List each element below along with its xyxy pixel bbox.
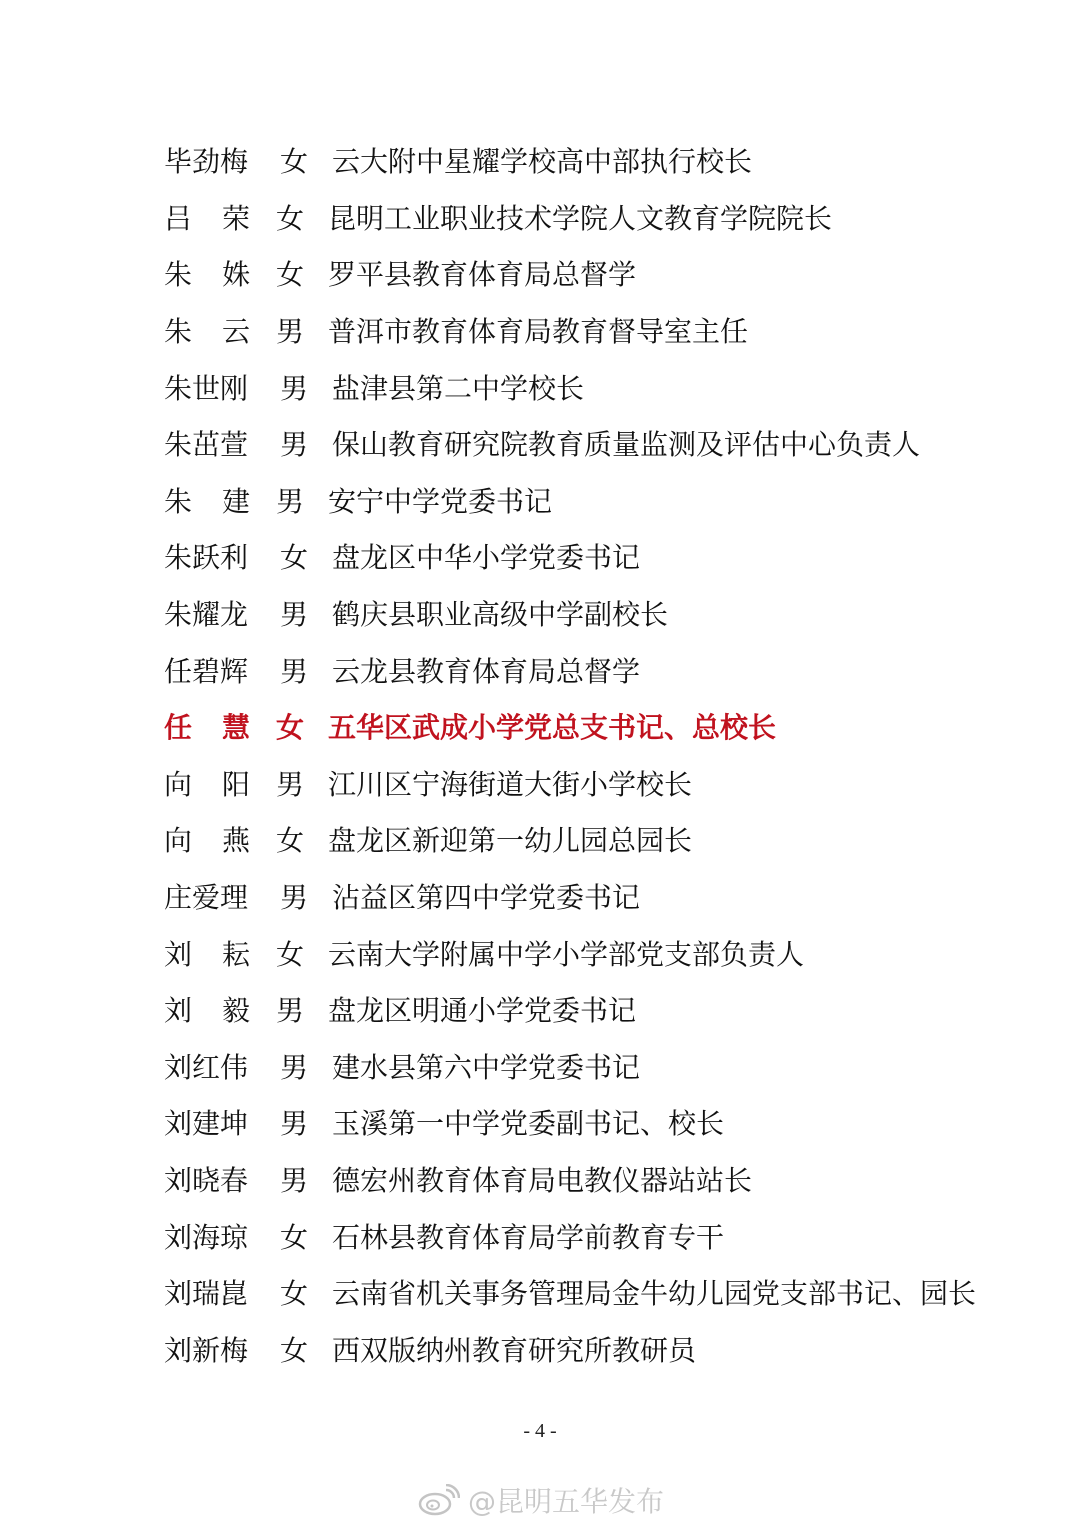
person-title: 西双版纳州教育研究所教研员	[332, 1333, 697, 1367]
list-item	[164, 247, 1024, 304]
person-name: 向 燕	[164, 824, 250, 858]
list-item	[164, 870, 1024, 927]
list-item	[164, 813, 1024, 870]
watermark	[418, 1480, 664, 1520]
person-name: 庄爱理	[164, 881, 249, 915]
person-title: 安宁中学党委书记	[328, 484, 553, 518]
list-item	[164, 417, 1024, 474]
person-name: 刘 毅	[164, 994, 250, 1028]
person-gender: 男	[280, 428, 309, 462]
person-name: 吕 荣	[164, 201, 250, 235]
person-gender: 男	[280, 1163, 309, 1197]
person-gender: 男	[276, 484, 305, 518]
list-item	[164, 1209, 1024, 1266]
list-item	[164, 643, 1024, 700]
person-gender: 女	[276, 937, 305, 971]
person-name: 朱 云	[164, 315, 250, 349]
person-name: 任碧辉	[164, 654, 249, 688]
person-name: 朱茁萱	[164, 428, 249, 462]
person-gender: 男	[280, 598, 309, 632]
person-gender: 男	[280, 881, 309, 915]
person-name: 朱耀龙	[164, 598, 249, 632]
list-item	[164, 191, 1024, 248]
person-gender: 男	[280, 1107, 309, 1141]
list-item	[164, 926, 1024, 983]
person-gender: 女	[280, 541, 309, 575]
list-item	[164, 1153, 1024, 1210]
person-title: 云大附中星耀学校高中部执行校长	[332, 145, 753, 179]
person-name: 刘 耘	[164, 937, 250, 971]
person-name: 刘红伟	[164, 1050, 249, 1084]
list-item	[164, 304, 1024, 361]
person-name: 向 阳	[164, 767, 250, 801]
person-gender: 女	[280, 1220, 309, 1254]
list-item	[164, 1040, 1024, 1097]
person-gender: 女	[280, 1277, 309, 1311]
person-name: 刘新梅	[164, 1333, 249, 1367]
person-gender: 男	[276, 994, 305, 1028]
person-title: 普洱市教育体育局教育督导室主任	[328, 315, 749, 349]
person-gender: 男	[280, 1050, 309, 1084]
person-gender: 女	[280, 1333, 309, 1367]
list-item	[164, 757, 1024, 814]
list-item	[164, 360, 1024, 417]
person-title: 建水县第六中学党委书记	[332, 1050, 641, 1084]
person-title: 德宏州教育体育局电教仪器站站长	[332, 1163, 753, 1197]
person-title: 石林县教育体育局学前教育专干	[332, 1220, 725, 1254]
person-title: 保山教育研究院教育质量监测及评估中心负责人	[332, 428, 921, 462]
person-title: 盘龙区中华小学党委书记	[332, 541, 641, 575]
person-gender: 男	[280, 654, 309, 688]
person-gender: 女	[276, 711, 305, 745]
person-title: 罗平县教育体育局总督学	[328, 258, 637, 292]
person-name: 朱 姝	[164, 258, 250, 292]
person-name: 朱世刚	[164, 371, 249, 405]
list-item-highlighted	[164, 700, 1024, 757]
list-item	[164, 983, 1024, 1040]
person-title: 江川区宁海街道大街小学校长	[328, 767, 693, 801]
person-name: 刘晓春	[164, 1163, 249, 1197]
person-gender: 男	[280, 371, 309, 405]
person-gender: 女	[276, 258, 305, 292]
personnel-list	[164, 134, 1024, 1379]
person-title: 五华区武成小学党总支书记、总校长	[328, 711, 777, 745]
list-item	[164, 587, 1024, 644]
list-item	[164, 530, 1024, 587]
person-title: 云龙县教育体育局总督学	[332, 654, 641, 688]
person-name: 朱跃利	[164, 541, 249, 575]
person-gender: 女	[276, 824, 305, 858]
list-item	[164, 1096, 1024, 1153]
person-title: 鹤庆县职业高级中学副校长	[332, 598, 669, 632]
person-title: 盘龙区新迎第一幼儿园总园长	[328, 824, 693, 858]
person-title: 沾益区第四中学党委书记	[332, 881, 641, 915]
person-name: 刘建坤	[164, 1107, 249, 1141]
person-name: 朱 建	[164, 484, 250, 518]
list-item	[164, 474, 1024, 531]
person-title: 玉溪第一中学党委副书记、校长	[332, 1107, 725, 1141]
person-name: 任 慧	[164, 711, 250, 745]
weibo-icon	[418, 1484, 460, 1516]
person-name: 刘瑞崑	[164, 1277, 249, 1311]
list-item	[164, 1266, 1024, 1323]
person-gender: 男	[276, 315, 305, 349]
person-gender: 女	[276, 201, 305, 235]
person-gender: 女	[280, 145, 309, 179]
list-item	[164, 1322, 1024, 1379]
watermark-text: @昆明五华发布	[468, 1485, 665, 1518]
person-title: 盘龙区明通小学党委书记	[328, 994, 637, 1028]
page-number: - 4 -	[523, 1420, 557, 1442]
person-name: 刘海琼	[164, 1220, 249, 1254]
list-item	[164, 134, 1024, 191]
person-title: 云南省机关事务管理局金牛幼儿园党支部书记、园长	[332, 1277, 977, 1311]
person-gender: 男	[276, 767, 305, 801]
person-title: 盐津县第二中学校长	[332, 371, 585, 405]
person-title: 昆明工业职业技术学院人文教育学院院长	[328, 201, 833, 235]
person-name: 毕劲梅	[164, 145, 249, 179]
person-title: 云南大学附属中学小学部党支部负责人	[328, 937, 805, 971]
